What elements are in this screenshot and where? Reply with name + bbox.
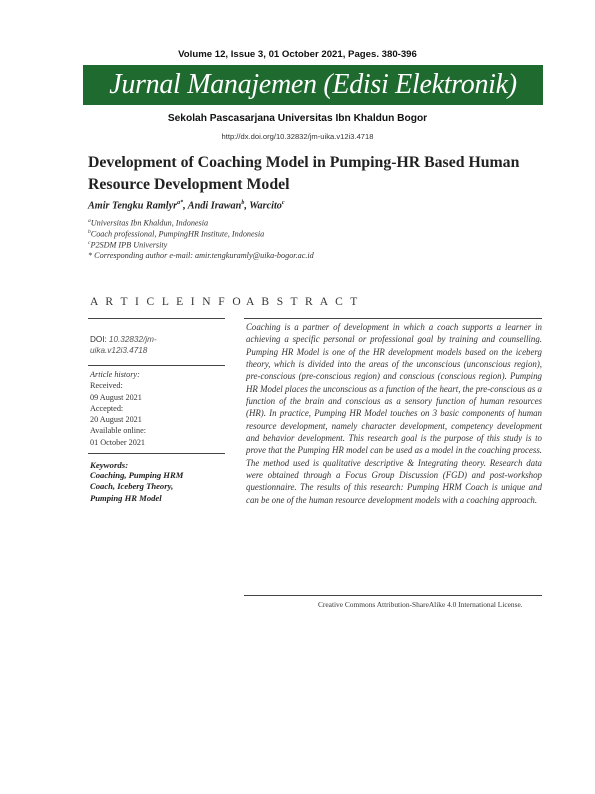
accepted-label: Accepted: [90, 403, 124, 413]
author-mark: a* [177, 200, 184, 206]
keywords-line: Coach, Iceberg Theory, [90, 481, 174, 492]
article-info-heading: A R T I C L E I N F O [90, 296, 244, 308]
author-name: Amir Tengku Ramlyr [88, 200, 178, 212]
doi-link[interactable]: http://dx.doi.org/10.32832/jm-uika.v12i3.4718 [221, 132, 374, 141]
keywords-label: Keywords: [90, 460, 129, 470]
online-date: 01 October 2021 [90, 437, 146, 447]
author-mark: c [281, 200, 285, 206]
affiliation-mark: a [88, 218, 91, 224]
affiliation-text: Universitas Ibn Khaldun, Indonesia [90, 218, 209, 228]
history-label: Article history: [90, 370, 140, 379]
doi-value-cont[interactable]: uika.v12i3.4718 [90, 346, 148, 356]
school-name: Sekolah Pascasarjana Universitas Ibn Khaldun Bogor [167, 113, 428, 124]
received-label: Received: [90, 381, 123, 391]
affiliation-text: Coach professional, PumpingHR Institute, Indonesia [90, 229, 265, 239]
license-note[interactable]: Creative Commons Attribution-ShareAlike 4.0 International License. [318, 600, 523, 609]
divider [244, 595, 542, 596]
issue-line: Volume 12, Issue 3, 01 October 2021, Pages. 380-396 [178, 49, 417, 60]
author-mark: b [241, 200, 245, 206]
title-line-1: Development of Coaching Model in Pumping-HR Based Human [88, 154, 520, 171]
accepted-date: 20 August 2021 [90, 415, 142, 425]
received-date: 09 August 2021 [90, 392, 142, 402]
keywords-line: Pumping HR Model [90, 492, 162, 503]
keywords-line: Coaching, Pumping HRM [90, 470, 184, 480]
doi-block [90, 334, 225, 357]
abstract-heading: A B S T R A C T [246, 296, 360, 308]
divider [88, 365, 225, 366]
affiliation [88, 240, 167, 250]
journal-banner [83, 65, 543, 105]
author-name: Andi Irawan [187, 200, 242, 212]
affiliation-mark: b [88, 229, 91, 235]
divider [244, 318, 542, 319]
paper-title [88, 152, 538, 196]
online-label: Available online: [90, 426, 147, 436]
abstract-text: Coaching is a partner of development in which a coach supports a learner in achieving a specific personal or professional goal by training and counselling. Pumping HR Model is one of the HR development models based on the iceberg theory, which is divided into the areas of the unconscious (unconscious region), pre-conscious (pre-conscious region) and conscious (conscious region). Pumping HR Model places the unconscious as a function of the heart, the pre-conscious as a function of the brain and conscious as a sensory function of human resources (HR). In practice, Pumping HR Model touches on 3 basic components of human resource development, namely character development, competency development and behavior development. This research goal is the purpose of this study is to prove that the Pumping HR model can be used as a model in the coaching process. The method used is qualitative descriptive & Integrating theory. Research data were obtained through a Focus Group Discussion (FGD) and post-workshop questionnaire. The results of this research: Pumping HRM Coach is unique and can be one of the human resource development models with a coaching approach. [246, 322, 542, 505]
keywords-block [90, 460, 225, 504]
divider [88, 318, 225, 319]
affiliation-text: P2SDM IPB University [90, 240, 168, 250]
doi-label: DOI: [90, 335, 107, 344]
author-list: Amir Tengku Ramlyr$^{a*}$, Andi Irawan$^b$, Warcito$^c$ [88, 200, 285, 212]
corresponding-author: * Corresponding author e-mail: amir.tengkuramly@uika-bogor.ac.id [88, 251, 314, 260]
affiliation-mark: c [88, 240, 91, 246]
affiliation [88, 229, 264, 239]
divider [88, 453, 225, 454]
affiliation [88, 218, 208, 228]
journal-name: Jurnal Manajemen (Edisi Elektronik) [109, 69, 517, 100]
doi-value[interactable]: 10.32832/jm- [108, 335, 157, 344]
title-line-2: Resource Development Model [88, 176, 290, 193]
article-history [90, 369, 225, 448]
author-name: Warcito [249, 200, 282, 212]
